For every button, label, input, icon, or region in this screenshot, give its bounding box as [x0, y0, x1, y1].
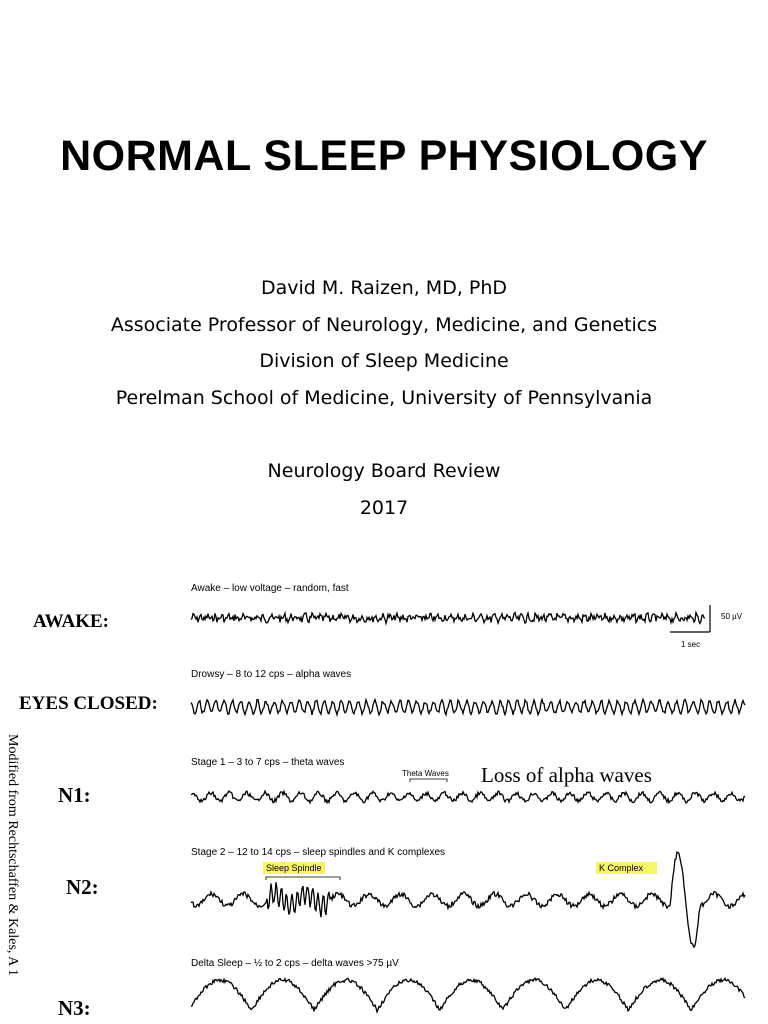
- caption-stage2: Stage 2 – 12 to 14 cps – sleep spindles and K complexes: [191, 847, 446, 858]
- stage-label-n3: N3:: [58, 996, 91, 1020]
- stage-label-n2: N2:: [66, 875, 99, 899]
- loss-of-alpha-note: Loss of alpha waves: [481, 763, 652, 787]
- author-position: Associate Professor of Neurology, Medicine, and Genetics: [110, 314, 658, 336]
- event-name: Neurology Board Review: [267, 460, 501, 482]
- theta-bracket: [410, 779, 447, 782]
- caption-stage1: Stage 1 – 3 to 7 cps – theta waves: [191, 757, 345, 768]
- stage-label-awake: AWAKE:: [33, 611, 110, 632]
- author-institution: Perelman School of Medicine, University of Pennsylvania: [115, 387, 653, 409]
- author-division: Division of Sleep Medicine: [259, 350, 509, 372]
- k-complex-label: K Complex: [596, 862, 657, 874]
- author-name: David M. Raizen, MD, PhD: [260, 277, 508, 299]
- source-attribution: Modified from Rechtschaffen & Kales, A 1: [5, 734, 20, 976]
- slide-title: NORMAL SLEEP PHYSIOLOGY: [60, 132, 708, 180]
- trace-drowsy: [191, 699, 745, 715]
- sleep-spindle-label: Sleep Spindle: [263, 862, 325, 874]
- scale-bar: [670, 605, 710, 632]
- trace-delta: [191, 978, 745, 1012]
- caption-drowsy: Drowsy – 8 to 12 cps – alpha waves: [191, 669, 352, 680]
- spindle-bracket: [266, 877, 340, 880]
- stage-label-eyes-closed: EYES CLOSED:: [19, 693, 158, 714]
- event-year: 2017: [359, 497, 409, 519]
- stage-label-n1: N1:: [58, 783, 91, 807]
- trace-stage1: [191, 791, 745, 803]
- caption-delta: Delta Sleep – ½ to 2 cps – delta waves >75 µV: [191, 958, 399, 969]
- scale-time-label: 1 sec: [681, 640, 701, 649]
- theta-waves-annotation: Theta Waves: [402, 769, 449, 778]
- trace-stage2: [191, 852, 745, 947]
- scale-voltage-label: 50 µV: [721, 612, 743, 621]
- caption-awake: Awake – low voltage – random, fast: [191, 583, 349, 594]
- trace-awake: [191, 613, 705, 624]
